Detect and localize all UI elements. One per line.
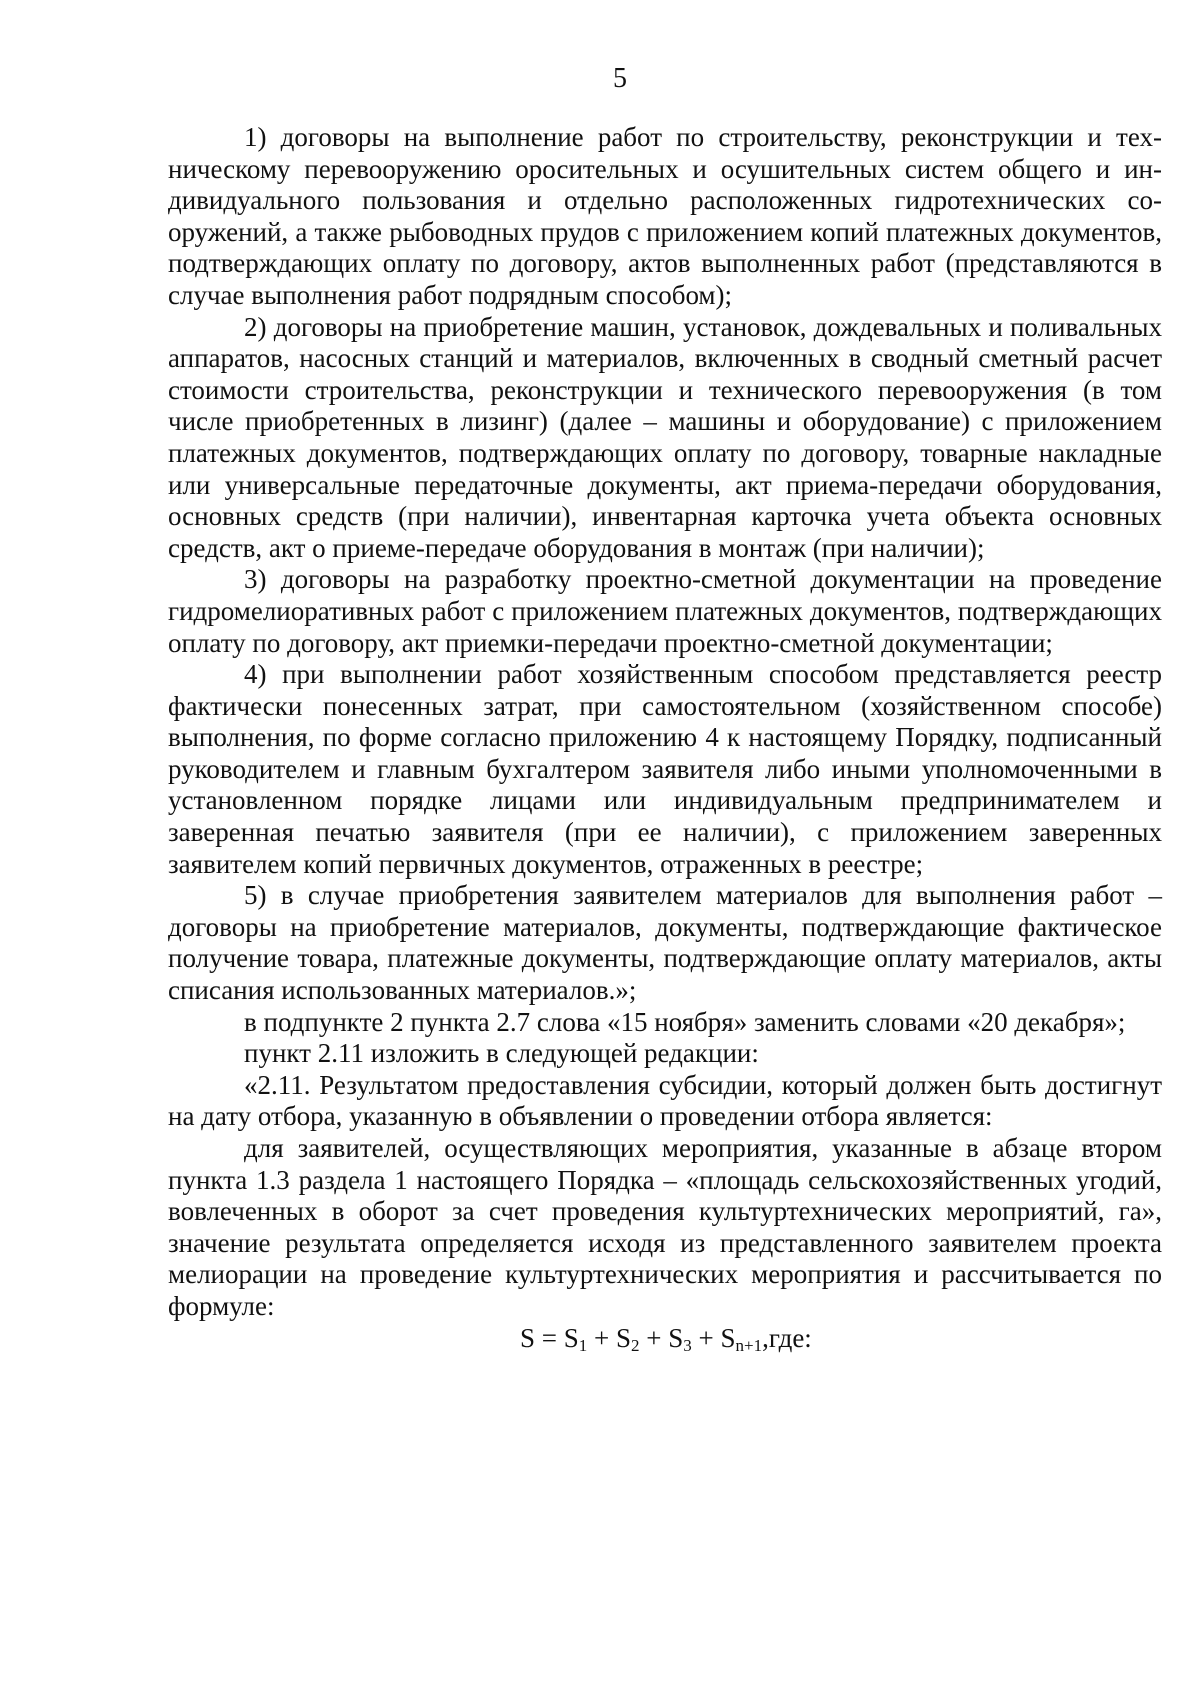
paragraph-item-4: 4) при выполнении работ хозяйственным способом представляется реестр фактически понесенных затрат, при самостоятельном (хозяйственном способе) выполнения, по форме согласно приложению 4 к настоящему Порядку, подписанный руководителем и главным бухгалтером заявителя либо иными уполномоченными в установленном порядке лицами или индивидуальным предпринимателем и заверенная печатью заявителя (при ее наличии), с приложением заверенных заявителем копий первичных документов, отраженных в реестре; bbox=[168, 659, 1162, 879]
document-body bbox=[168, 122, 1162, 1354]
paragraph-item-1: 1) договоры на выполнение работ по строительству, реконструкции и техническому перевооружению оросительных и осушительных систем общего и индивидуального пользования и отдельно расположенных гидротехнических сооружений, а также рыбоводных прудов с приложением копий платежных документов, подтверждающих оплату по договору, актов выполненных работ (представляются в случае выполнения работ подрядным способом); bbox=[168, 122, 1162, 310]
paragraph-amendment-2-11-intro: пункт 2.11 изложить в следующей редакции: bbox=[244, 1038, 759, 1069]
paragraph-item-2: 2) договоры на приобретение машин, установок, дождевальных и поливальных аппаратов, насосных станций и материалов, включенных в сводный сметный расчет стоимости строительства, реконструкции и технического перевооружения (в том числе приобретенных в лизинг) (далее – машины и оборудование) с приложением платежных документов, подтверждающих оплату по договору, товарные накладные или универсальные передаточные документы, акт приема-передачи оборудования, основных средств (при наличии), инвентарная карточка учета объекта основных средств, акт о приеме-передаче оборудования в монтаж (при наличии); bbox=[168, 311, 1162, 563]
paragraph-2-11-applicants: для заявителей, осуществляющих мероприятия, указанные в абзаце втором пункта 1.3 раздела 1 настоящего Порядка – «площадь сельскохозяйственных угодий, вовлеченных в оборот за счет проведения культуртехнических мероприятий, га», значение результата определяется исходя из представленного заявителем проекта мелиорации на проведение культуртехнических мероприятия и рассчитывается по формуле: bbox=[168, 1133, 1162, 1321]
formula-sub-2: 2 bbox=[631, 1335, 640, 1355]
formula-plus-3: + S bbox=[639, 1322, 684, 1353]
page-number: 5 bbox=[613, 63, 627, 94]
paragraph-item-3: 3) договоры на разработку проектно-сметной документации на проведение гидромелиоративных работ с приложением платежных документов, подтверждающих оплату по договору, акт приемки-передачи проектно-сметной документации; bbox=[168, 564, 1162, 658]
formula-lhs: S = S bbox=[520, 1322, 579, 1353]
formula-plus-2: + S bbox=[587, 1322, 632, 1353]
formula-tail: ,где: bbox=[762, 1322, 812, 1353]
paragraph-amendment-2-7: в подпункте 2 пункта 2.7 слова «15 ноября» заменить словами «20 декабря»; bbox=[244, 1006, 1126, 1037]
formula-sub-3: 3 bbox=[683, 1335, 692, 1355]
formula-plus-4: + S bbox=[691, 1322, 736, 1353]
formula-sub-n: n+1 bbox=[735, 1335, 763, 1355]
paragraph-2-11-text: «2.11. Результатом предоставления субсидии, который должен быть достигнут на дату отбора, указанную в объявлении о проведении отбора является: bbox=[168, 1069, 1162, 1132]
area-formula bbox=[168, 1323, 1162, 1355]
paragraph-item-5: 5) в случае приобретения заявителем материалов для выполнения работ – договоры на приобретение материалов, документы, подтверждающие фактическое получение товара, платежные документы, подтверждающие оплату материалов, акты списания использованных материалов.»; bbox=[168, 880, 1162, 1006]
formula-sub-1: 1 bbox=[578, 1335, 588, 1355]
